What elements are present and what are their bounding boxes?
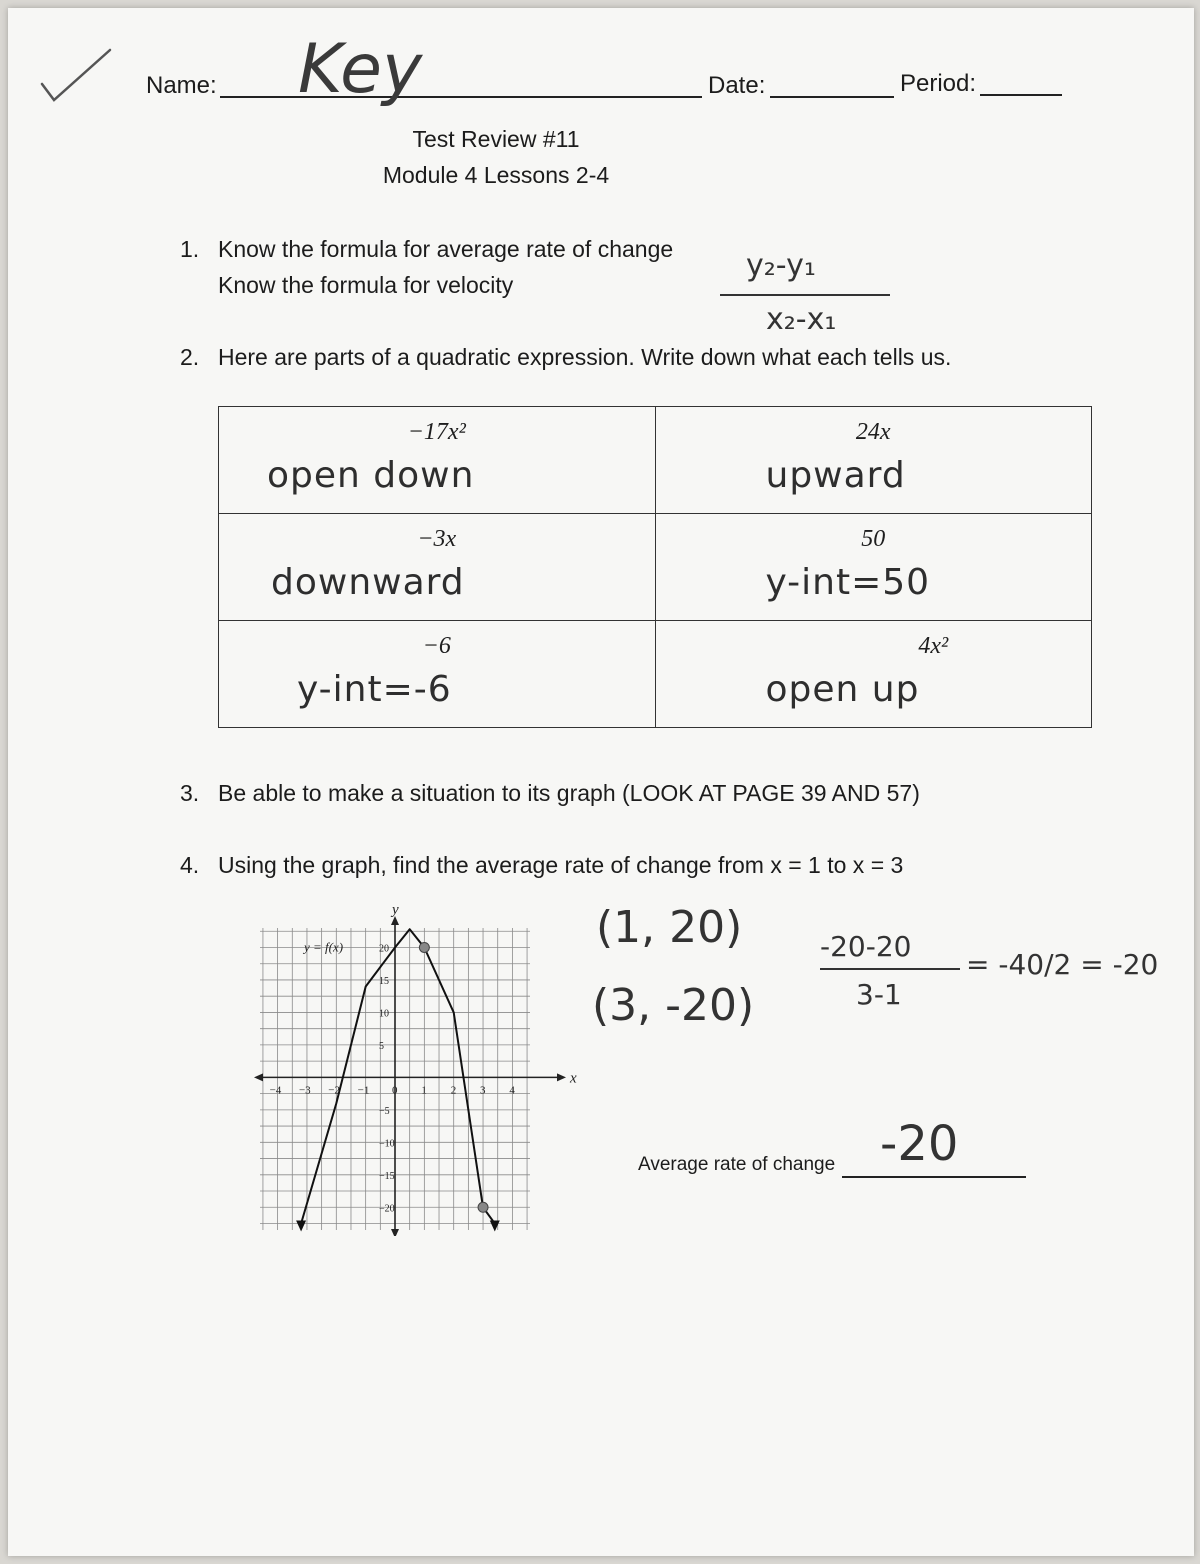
table-cell <box>219 621 656 728</box>
page-subtitle: Module 4 Lessons 2-4 <box>382 162 610 188</box>
point-1: (1, 20) <box>596 902 743 953</box>
x-tick-label: 1 <box>421 1084 427 1097</box>
curve-left-arrow-icon <box>296 1221 306 1232</box>
x-tick-label: −4 <box>269 1084 282 1097</box>
answer-label: Average rate of change <box>638 1154 836 1175</box>
q1-answer-denominator: x₂-x₁ <box>766 302 837 337</box>
date-line <box>770 96 894 98</box>
handwritten-answer: open up <box>765 669 920 710</box>
y-axis-down-arrow-icon <box>391 1229 399 1236</box>
q3-prompt: Be able to make a situation to its graph (LOOK AT PAGE 39 AND 57) <box>218 780 920 806</box>
check-mark-icon <box>36 42 116 106</box>
x-tick-label: 4 <box>509 1084 515 1097</box>
y-axis-label: y <box>392 906 399 918</box>
handwritten-answer: y-int=-6 <box>297 669 452 710</box>
q1-fraction-bar <box>720 294 890 296</box>
y-tick-label: −20 <box>379 1203 395 1215</box>
y-tick-label: −15 <box>379 1170 395 1182</box>
expression: −17x² <box>407 419 466 445</box>
work-result: = -40/2 = -20 <box>966 948 1159 981</box>
q3-number: 3. <box>180 780 200 806</box>
table-row <box>219 514 1092 621</box>
x-tick-label: −2 <box>328 1084 341 1097</box>
x-tick-label: 2 <box>450 1084 457 1097</box>
table-cell <box>219 407 656 514</box>
q4-prompt: Using the graph, find the average rate of change from x = 1 to x = 3 <box>218 852 904 878</box>
table-row <box>219 621 1092 728</box>
y-tick-label: 20 <box>379 943 389 955</box>
curve-right-arrow-icon <box>490 1221 500 1232</box>
expression: 4x² <box>918 633 949 659</box>
parabola-curve <box>298 929 495 1223</box>
q2-prompt: Here are parts of a quadratic expression. Write down what each tells us. <box>218 344 952 370</box>
y-tick-label: −5 <box>379 1105 390 1117</box>
marked-point <box>478 1202 488 1212</box>
marked-point <box>419 942 429 952</box>
work-numerator: -20-20 <box>820 930 912 963</box>
q1-answer-numerator: y₂-y₁ <box>746 248 816 283</box>
x-axis-label: x <box>570 1070 577 1087</box>
expression: 50 <box>861 526 886 552</box>
table-row <box>219 407 1092 514</box>
period-label: Period: <box>900 70 977 97</box>
expression: 24x <box>855 419 891 445</box>
work-fraction-bar <box>820 968 960 970</box>
name-line <box>220 96 702 98</box>
table-cell <box>219 514 656 621</box>
x-tick-label: 0 <box>392 1084 398 1097</box>
answer-line <box>842 1176 1026 1178</box>
y-tick-label: −10 <box>379 1138 395 1150</box>
parabola-graph <box>238 906 578 1236</box>
y-tick-label: 15 <box>379 975 389 987</box>
point-2: (3, -20) <box>592 980 755 1031</box>
answer-value: -20 <box>880 1116 959 1172</box>
q2-number: 2. <box>180 344 200 370</box>
y-tick-label: 10 <box>379 1008 389 1020</box>
date-label: Date: <box>708 72 766 99</box>
quadratic-parts-table <box>218 406 1092 728</box>
function-label: y = f(x) <box>304 939 344 955</box>
handwritten-answer: downward <box>271 562 465 603</box>
worksheet-page <box>8 8 1194 1556</box>
page-title: Test Review #11 <box>412 126 580 152</box>
y-tick-label: 5 <box>379 1040 384 1052</box>
x-axis-arrow-icon <box>557 1073 566 1081</box>
period-line <box>980 94 1062 96</box>
handwritten-answer: open down <box>267 455 475 496</box>
table-cell <box>655 621 1092 728</box>
handwritten-answer: upward <box>765 455 906 496</box>
name-value: Key <box>298 30 423 109</box>
handwritten-answer: y-int=50 <box>765 562 931 603</box>
q1-number: 1. <box>180 236 200 262</box>
x-tick-label: −3 <box>298 1084 311 1097</box>
table-cell <box>655 514 1092 621</box>
x-tick-label: 3 <box>480 1084 486 1097</box>
expression: −3x <box>417 526 457 552</box>
q1-line2: Know the formula for velocity <box>218 272 514 298</box>
name-label: Name: <box>146 72 217 99</box>
x-tick-label: −1 <box>357 1084 370 1097</box>
x-axis-left-arrow-icon <box>254 1073 263 1081</box>
work-denominator: 3-1 <box>856 978 902 1011</box>
q1-line1: Know the formula for average rate of change <box>218 236 674 262</box>
q4-number: 4. <box>180 852 200 878</box>
expression: −6 <box>422 633 451 659</box>
table-cell <box>655 407 1092 514</box>
